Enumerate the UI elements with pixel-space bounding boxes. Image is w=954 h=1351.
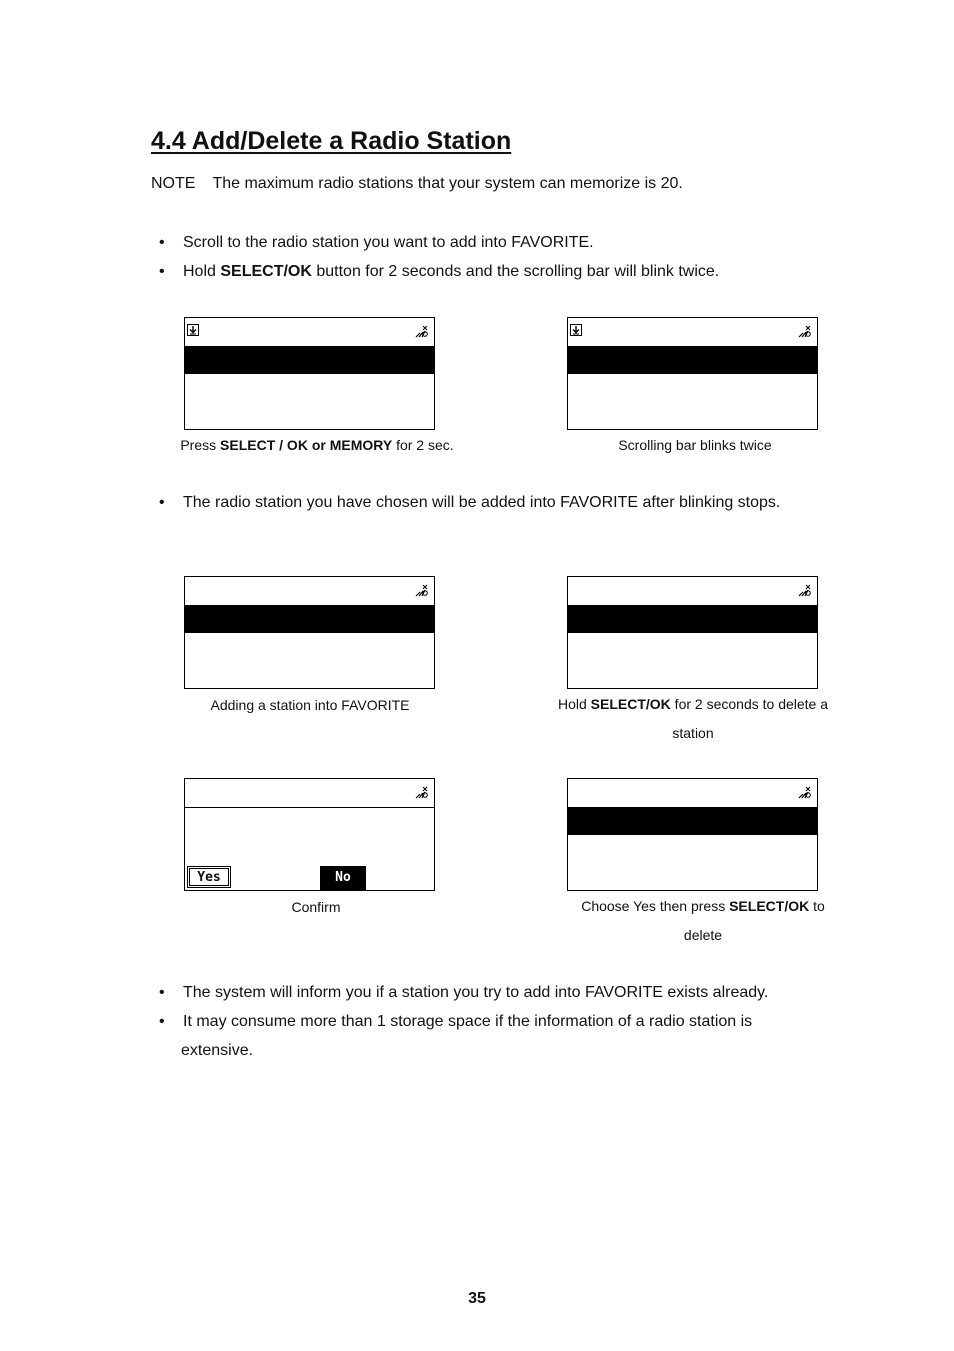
signal-icon	[798, 324, 812, 338]
page-number: 35	[468, 1290, 486, 1307]
list-item: • It may consume more than 1 storage space if the information of a radio station is	[159, 1013, 753, 1030]
bullet: •	[159, 263, 165, 280]
bullet: •	[159, 234, 165, 251]
lcd-screen-confirm	[184, 778, 435, 891]
list-item: • Hold SELECT/OK button for 2 seconds and the scrolling bar will blink twice.	[159, 263, 720, 280]
list-item-continuation: extensive.	[181, 1042, 254, 1059]
list-item: • Scroll to the radio station you want to add into FAVORITE.	[159, 234, 594, 251]
scrolling-bar	[185, 605, 434, 633]
scrolling-bar	[568, 346, 817, 374]
caption-adding: Adding a station into FAVORITE	[210, 697, 410, 713]
yes-button[interactable]: Yes	[187, 866, 231, 888]
note-text: The maximum radio stations that your system can memorize is 20.	[212, 175, 683, 192]
bullet: •	[159, 1013, 165, 1030]
lcd-screen-press	[184, 317, 435, 430]
caption-hold-delete: Hold SELECT/OK for 2 seconds to delete a station	[557, 696, 829, 741]
scrolling-bar	[568, 605, 817, 633]
note	[151, 175, 683, 193]
caption-blink: Scrolling bar blinks twice	[618, 437, 772, 453]
scrolling-bar	[568, 807, 817, 835]
signal-icon	[415, 324, 429, 338]
no-button[interactable]: No	[320, 866, 366, 890]
list-item: • The radio station you have chosen will be added into FAVORITE after blinking stops.	[159, 494, 781, 511]
divider	[185, 807, 434, 808]
note-label: NOTE	[151, 175, 196, 192]
lcd-screen-choose-yes	[567, 778, 818, 891]
download-icon	[187, 324, 199, 336]
signal-icon	[415, 583, 429, 597]
download-icon	[570, 324, 582, 336]
caption-press: Press SELECT / OK or MEMORY for 2 sec.	[180, 437, 454, 453]
signal-icon	[798, 583, 812, 597]
scrolling-bar	[185, 346, 434, 374]
signal-icon	[415, 785, 429, 799]
page-title: 4.4 Add/Delete a Radio Station	[151, 127, 512, 155]
list-item: • The system will inform you if a station you try to add into FAVORITE exists already.	[159, 984, 769, 1001]
lcd-screen-blink	[567, 317, 818, 430]
lcd-screen-hold-delete	[567, 576, 818, 689]
bullet: •	[159, 494, 165, 511]
bullet: •	[159, 984, 165, 1001]
caption-confirm: Confirm	[291, 899, 341, 915]
caption-choose-yes: Choose Yes then press SELECT/OK to delete	[581, 898, 825, 943]
lcd-screen-adding	[184, 576, 435, 689]
signal-icon	[798, 785, 812, 799]
